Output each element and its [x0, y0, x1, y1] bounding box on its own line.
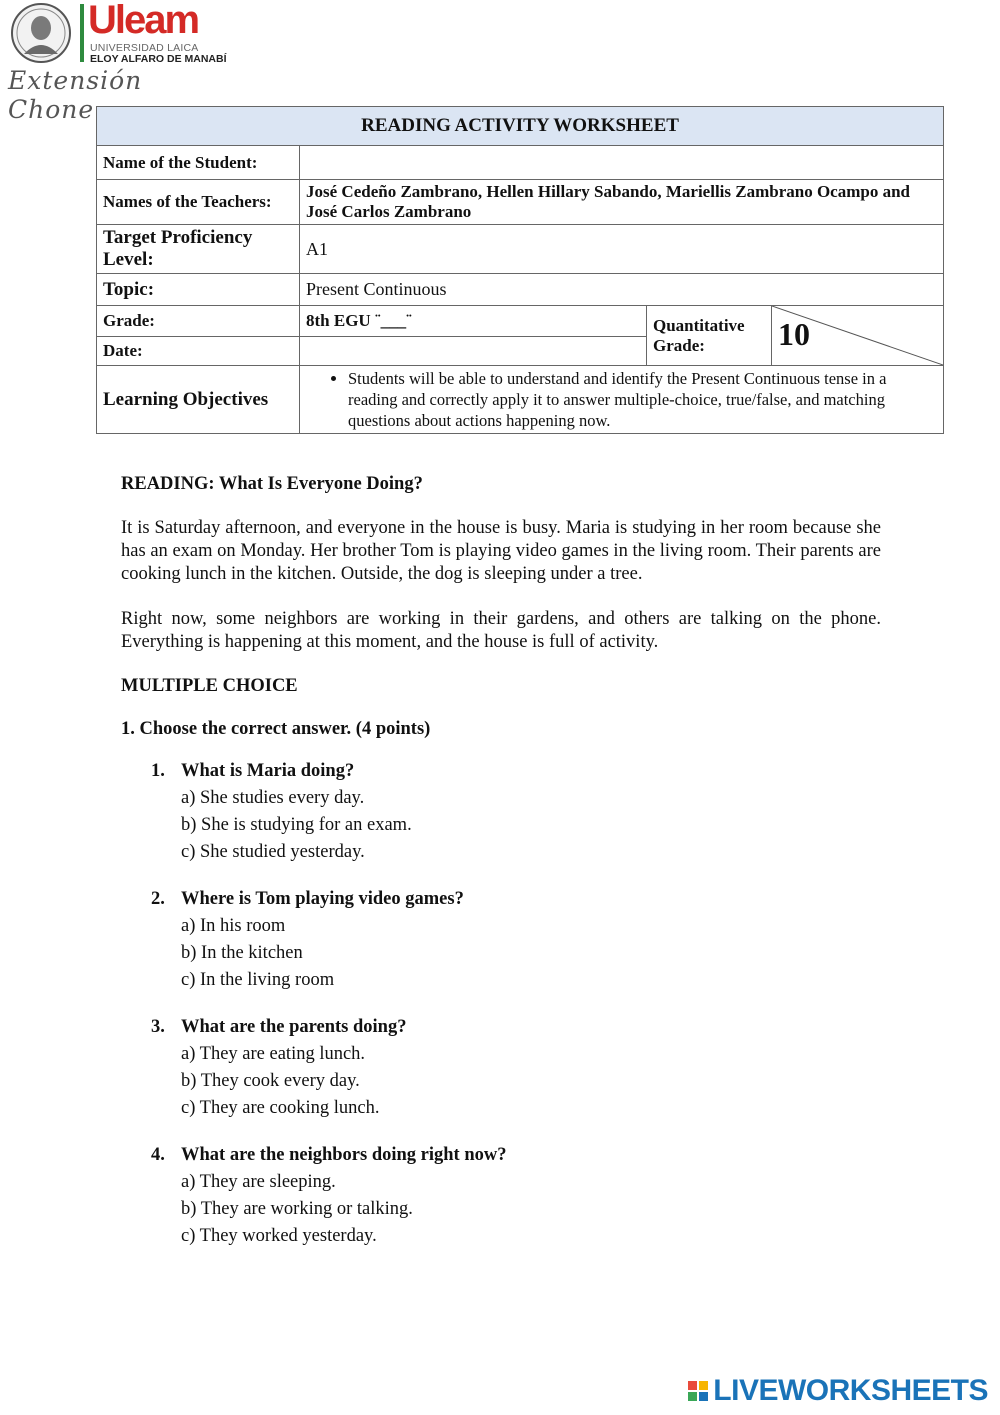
logo-square: [699, 1381, 708, 1390]
answer-option[interactable]: b) They cook every day.: [181, 1071, 360, 1091]
answer-option[interactable]: a) They are eating lunch.: [181, 1044, 366, 1064]
university-emblem-icon: [10, 2, 72, 64]
university-logo: [4, 0, 234, 124]
question-number: 3.: [151, 1017, 165, 1037]
question-number: 4.: [151, 1145, 165, 1165]
grade-value: 8th EGU ¨___¨: [300, 306, 647, 337]
question-1: [151, 758, 881, 866]
logo-square: [699, 1392, 708, 1401]
learning-objectives-label: Learning Objectives: [97, 366, 300, 434]
student-name-field[interactable]: [300, 146, 944, 180]
quantitative-grade-label: Quantitative Grade:: [647, 306, 772, 366]
answer-option[interactable]: b) In the kitchen: [181, 943, 303, 963]
learning-objectives-cell: [300, 366, 944, 434]
liveworksheets-logo-icon: [688, 1381, 708, 1401]
question-text: What are the neighbors doing right now?: [181, 1145, 507, 1165]
grade-label: Grade:: [97, 306, 300, 337]
question-3: [151, 1014, 881, 1122]
reading-paragraph: Right now, some neighbors are working in their gardens, and others are talking on the phone. Everything is happening at this moment, and the house is full of activity.: [121, 609, 881, 652]
worksheet-info-table: [96, 106, 944, 434]
liveworksheets-text: LIVEWORKSHEETS: [713, 1374, 988, 1407]
proficiency-level-value: A1: [300, 225, 944, 274]
quantitative-grade-box: [772, 306, 944, 366]
teachers-value: José Cedeño Zambrano, Hellen Hillary Sabando, Mariellis Zambrano Ocampo and José Carlos Zambrano: [300, 180, 944, 225]
question-2: [151, 886, 881, 994]
multiple-choice-instruction: 1. Choose the correct answer. (4 points): [121, 719, 431, 739]
multiple-choice-title: MULTIPLE CHOICE: [121, 676, 298, 696]
topic-value: Present Continuous: [300, 274, 944, 306]
liveworksheets-brand: [688, 1374, 988, 1408]
reading-title: READING: What Is Everyone Doing?: [121, 474, 423, 494]
question-text: What are the parents doing?: [181, 1017, 407, 1037]
student-name-label: Name of the Student:: [97, 146, 300, 180]
question-list: [121, 758, 881, 1250]
date-label: Date:: [97, 337, 300, 366]
proficiency-level-label: Target Proficiency Level:: [97, 225, 300, 274]
logo-square: [688, 1381, 697, 1390]
answer-option[interactable]: a) They are sleeping.: [181, 1172, 336, 1192]
answer-option[interactable]: b) They are working or talking.: [181, 1199, 413, 1219]
teachers-label: Names of the Teachers:: [97, 180, 300, 225]
date-field[interactable]: [300, 337, 647, 366]
logo-extension-text: Extensión Chone: [8, 66, 143, 124]
logo-brand-text: Uleam: [88, 0, 199, 42]
learning-objective-item: • Students will be able to understand and identify the Present Continuous tense in a reading and correctly apply it to answer multiple-choice, true/false, and matching questions about actions happening now.: [348, 368, 937, 431]
answer-option[interactable]: a) She studies every day.: [181, 788, 365, 808]
worksheet-content: [121, 474, 881, 1250]
question-text: What is Maria doing?: [181, 761, 355, 781]
quantitative-grade-value: 10: [778, 316, 810, 352]
logo-subtitle-line2: ELOY ALFARO DE MANABÍ: [90, 53, 227, 65]
question-number: 2.: [151, 889, 165, 909]
logo-divider-bar: [80, 4, 84, 62]
question-4: [151, 1142, 881, 1250]
answer-option[interactable]: c) They are cooking lunch.: [181, 1098, 380, 1118]
question-number: 1.: [151, 761, 165, 781]
worksheet-title: READING ACTIVITY WORKSHEET: [97, 107, 944, 146]
reading-paragraph: It is Saturday afternoon, and everyone in the house is busy. Maria is studying in her room because she has an exam on Monday. Her brother Tom is playing video games in the living room. Their parents are cooking lunch in the kitchen. Outside, the dog is sleeping under a tree.: [121, 518, 881, 584]
topic-label: Topic:: [97, 274, 300, 306]
answer-option[interactable]: b) She is studying for an exam.: [181, 815, 412, 835]
question-text: Where is Tom playing video games?: [181, 889, 464, 909]
answer-option[interactable]: c) She studied yesterday.: [181, 842, 365, 862]
logo-square: [688, 1392, 697, 1401]
answer-option[interactable]: c) In the living room: [181, 970, 335, 990]
answer-option[interactable]: a) In his room: [181, 916, 286, 936]
logo-subtitle-line1: UNIVERSIDAD LAICA: [90, 42, 199, 54]
answer-option[interactable]: c) They worked yesterday.: [181, 1226, 377, 1246]
